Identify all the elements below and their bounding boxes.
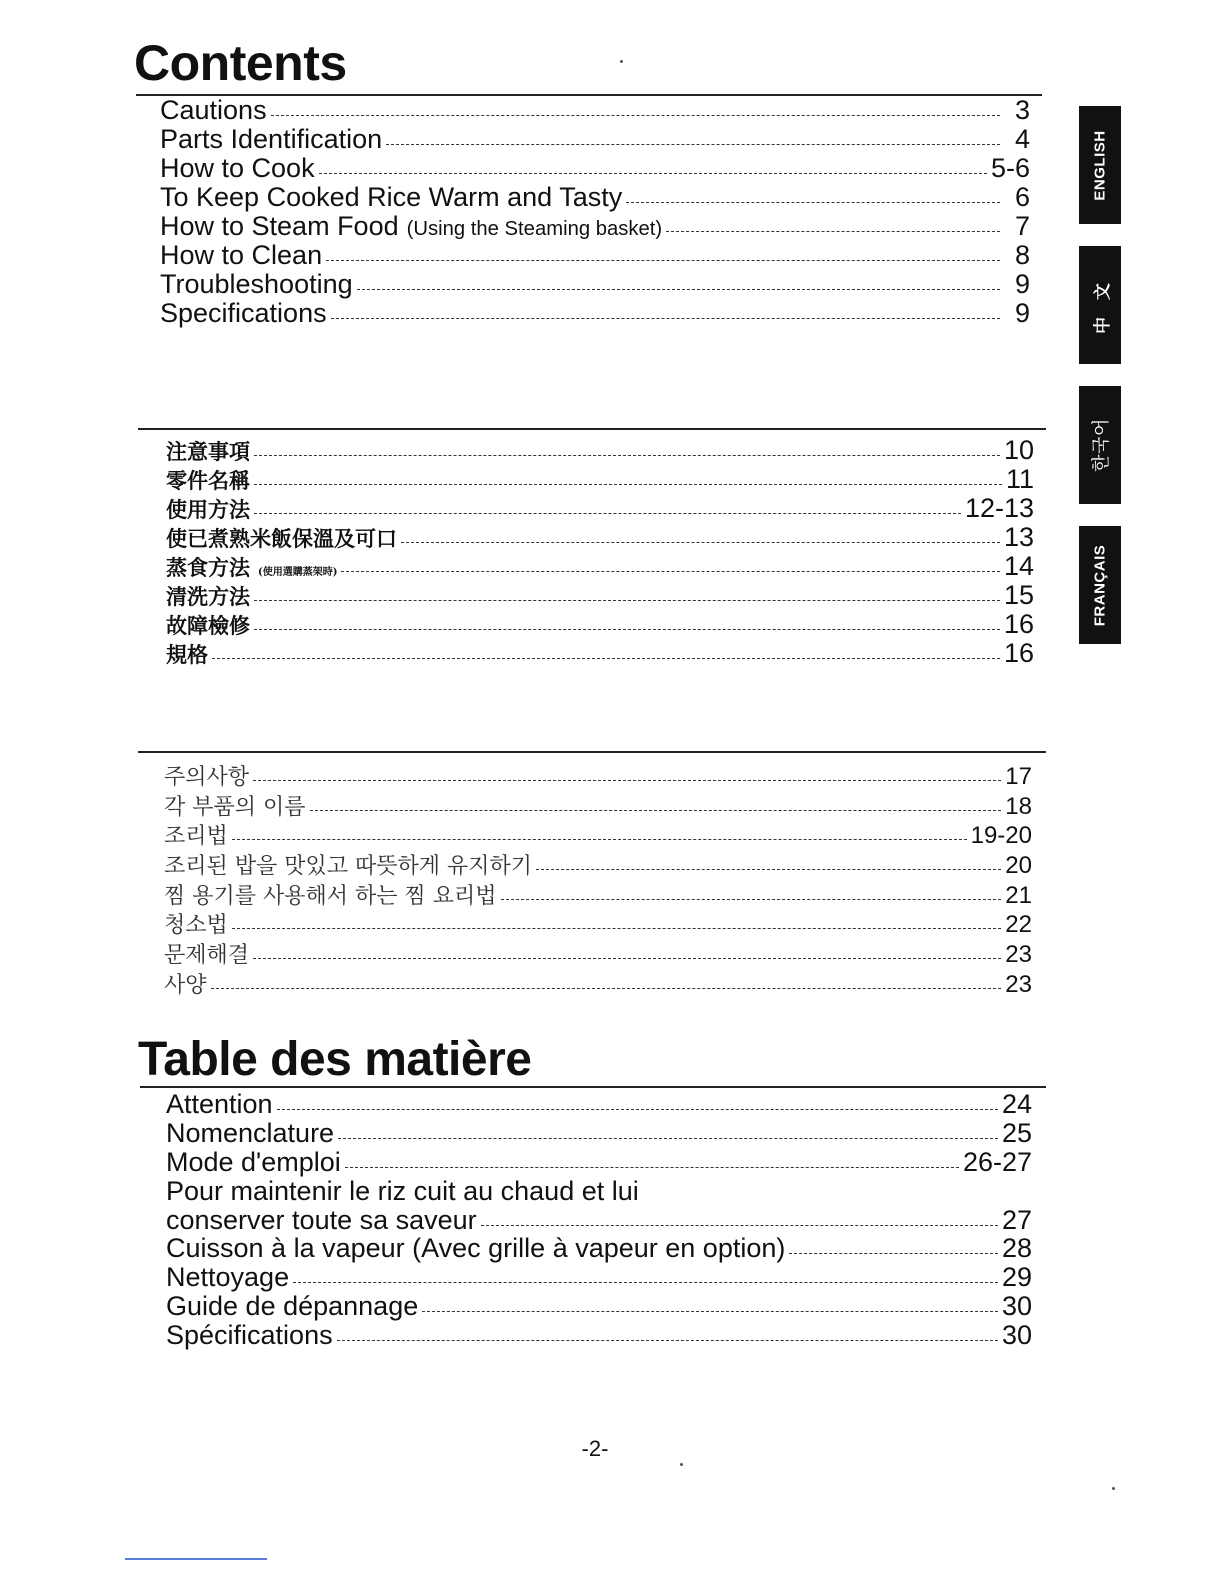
scan-speck <box>680 1463 683 1466</box>
toc-row-ko-2[interactable]: 각 부품의 이름 18 <box>164 792 1032 820</box>
scan-speck <box>1112 1487 1115 1490</box>
toc-row-zh-6[interactable]: 清洗方法 15 <box>166 580 1034 610</box>
toc-row-zh-3[interactable]: 使用方法 12-13 <box>166 493 1034 523</box>
toc-row-nettoyage[interactable]: Nettoyage 29 <box>166 1262 1032 1293</box>
toc-row-keep-rice-warm[interactable]: To Keep Cooked Rice Warm and Tasty 6 <box>160 182 1030 212</box>
toc-row-zh-7[interactable]: 故障檢修 16 <box>166 609 1034 639</box>
toc-row-ko-7[interactable]: 문제해결 23 <box>164 941 1032 969</box>
toc-row-ko-1[interactable]: 주의사항 17 <box>164 763 1032 790</box>
toc-french <box>166 1090 1032 1350</box>
toc-row-attention[interactable]: Attention 24 <box>166 1089 1032 1119</box>
toc-row-parts-identification[interactable]: Parts Identification 4 <box>160 124 1030 154</box>
toc-row-troubleshooting[interactable]: Troubleshooting 9 <box>160 269 1030 299</box>
toc-row-how-to-steam[interactable]: How to Steam Food (Using the Steaming basket) 7 <box>160 211 1030 241</box>
tab-english[interactable]: ENGLISH <box>1079 106 1121 224</box>
toc-row-maintenir-line1[interactable]: Pour maintenir le riz cuit au chaud et lui <box>166 1175 639 1206</box>
toc-row-cuisson-vapeur[interactable]: Cuisson à la vapeur (Avec grille à vapeur en option) 28 <box>166 1233 1032 1264</box>
toc-row-specifications[interactable]: Specifications 9 <box>160 298 1030 328</box>
toc-chinese <box>166 436 1034 668</box>
toc-row-nomenclature[interactable]: Nomenclature 25 <box>166 1117 1032 1148</box>
contents-heading: Contents <box>134 35 347 91</box>
scan-speck <box>620 60 623 63</box>
footer-line <box>125 1558 267 1560</box>
toc-row-zh-4[interactable]: 使已煮熟米飯保溫及可口 13 <box>166 522 1034 552</box>
toc-korean <box>164 762 1032 1000</box>
toc-row-ko-5[interactable]: 찜 용기를 사용해서 하는 찜 요리법 21 <box>164 881 1032 909</box>
toc-row-how-to-cook[interactable]: How to Cook 5-6 <box>160 153 1030 183</box>
page-number: -2- <box>581 1436 609 1461</box>
toc-row-ko-3[interactable]: 조리법 19-20 <box>164 822 1032 850</box>
toc-row-ko-4[interactable]: 조리된 밥을 맛있고 따뜻하게 유지하기 20 <box>164 852 1032 880</box>
toc-row-zh-5[interactable]: 蒸食方法 (使用選購蒸架時) 14 <box>166 551 1034 581</box>
toc-row-zh-8[interactable]: 規格 16 <box>166 638 1034 668</box>
table-des-matiere-heading: Table des matière <box>138 1033 532 1086</box>
tab-chinese[interactable]: 中 文 <box>1079 246 1121 364</box>
toc-row-zh-2[interactable]: 零件名稱 11 <box>166 464 1034 494</box>
toc-row-maintenir-line2[interactable]: conserver toute sa saveur 27 <box>166 1204 1032 1235</box>
tab-french[interactable]: FRANÇAIS <box>1079 526 1121 644</box>
rule-korean <box>138 751 1046 753</box>
rule-french <box>140 1086 1046 1088</box>
toc-row-specifications-fr[interactable]: Spécifications 30 <box>166 1320 1032 1351</box>
rule-chinese <box>138 428 1046 430</box>
toc-row-mode-emploi[interactable]: Mode d'emploi 26-27 <box>166 1146 1032 1177</box>
toc-english <box>160 96 1030 328</box>
toc-row-depannage[interactable]: Guide de dépannage 30 <box>166 1291 1032 1322</box>
toc-row-ko-8[interactable]: 사양 23 <box>164 970 1032 998</box>
tab-korean[interactable]: 한국어 <box>1079 386 1121 504</box>
toc-row-how-to-clean[interactable]: How to Clean 8 <box>160 240 1030 270</box>
toc-row-zh-1[interactable]: 注意事項 10 <box>166 435 1034 465</box>
toc-row-cautions[interactable]: Cautions 3 <box>160 95 1030 125</box>
toc-row-ko-6[interactable]: 청소법 22 <box>164 911 1032 939</box>
